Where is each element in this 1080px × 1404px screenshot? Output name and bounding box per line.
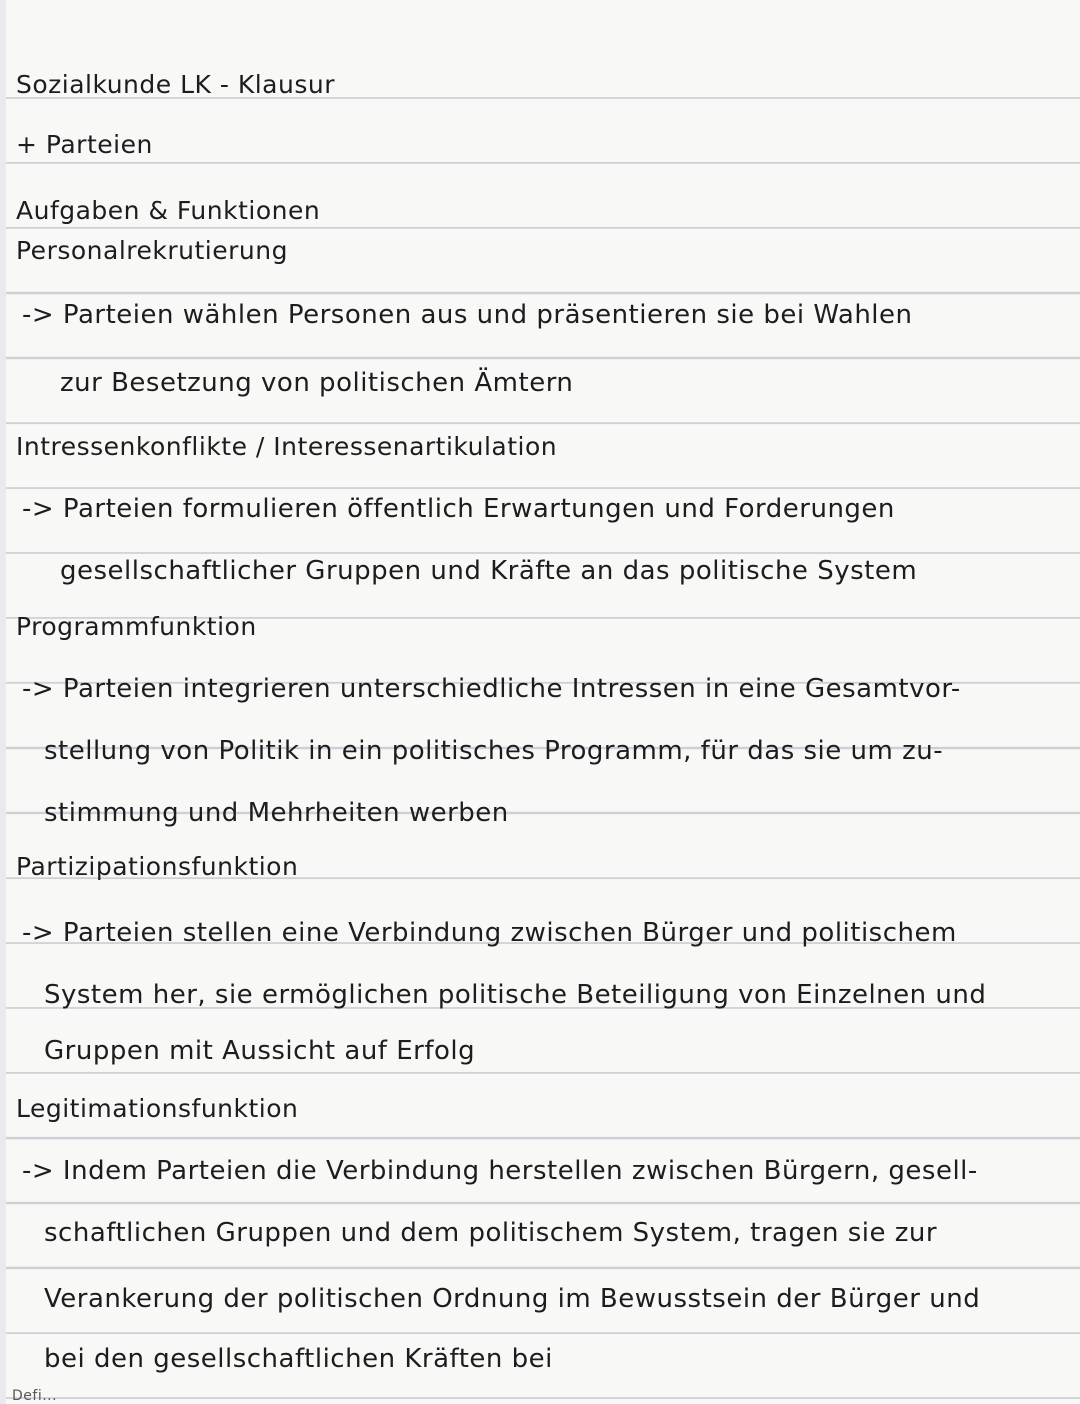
page-margin — [0, 0, 6, 1404]
function-heading-partizipationsfunktion: Partizipationsfunktion — [12, 852, 302, 883]
function-text-line: -> Parteien stellen eine Verbindung zwischen Bürger und politischem — [22, 918, 957, 948]
function-text-line: -> Indem Parteien die Verbindung herstellen zwischen Bürgern, gesell- — [22, 1156, 978, 1186]
function-text-line: -> Parteien formulieren öffentlich Erwartungen und Forderungen — [22, 494, 895, 524]
function-text-line: -> Parteien integrieren unterschiedliche Intressen in eine Gesamtvor- — [22, 674, 961, 704]
function-heading-legitimationsfunktion: Legitimationsfunktion — [12, 1094, 302, 1125]
function-heading-programmfunktion: Programmfunktion — [12, 612, 261, 643]
function-text-line: zur Besetzung von politischen Ämtern — [60, 368, 574, 398]
page-title: Sozialkunde LK - Klausur — [12, 70, 339, 101]
function-heading-personalrekrutierung: Personalrekrutierung — [12, 236, 292, 267]
function-text-line: System her, sie ermöglichen politische Beteiligung von Einzelnen und — [44, 980, 987, 1010]
function-text-line: stimmung und Mehrheiten werben — [44, 798, 509, 828]
section-heading: Aufgaben & Funktionen — [12, 196, 324, 227]
function-text-line: Gruppen mit Aussicht auf Erfolg — [44, 1036, 476, 1066]
function-heading-interessenartikulation: Intressenkonflikte / Interessenartikulation — [12, 432, 561, 463]
function-text-line: stellung von Politik in ein politisches Programm, für das sie um zu- — [44, 736, 944, 766]
topic-heading: + Parteien — [12, 130, 157, 161]
function-text-line: Verankerung der politischen Ordnung im Bewusstsein der Bürger und — [44, 1284, 981, 1314]
function-text-line: schaftlichen Gruppen und dem politischem System, tragen sie zur — [44, 1218, 938, 1248]
function-text-line: gesellschaftlicher Gruppen und Kräfte an das politische System — [60, 556, 918, 586]
function-text-line: -> Parteien wählen Personen aus und präsentieren sie bei Wahlen — [22, 300, 913, 330]
function-text-line: bei den gesellschaftlichen Kräften bei — [44, 1344, 553, 1374]
trailing-fragment: Defi... — [12, 1388, 58, 1404]
